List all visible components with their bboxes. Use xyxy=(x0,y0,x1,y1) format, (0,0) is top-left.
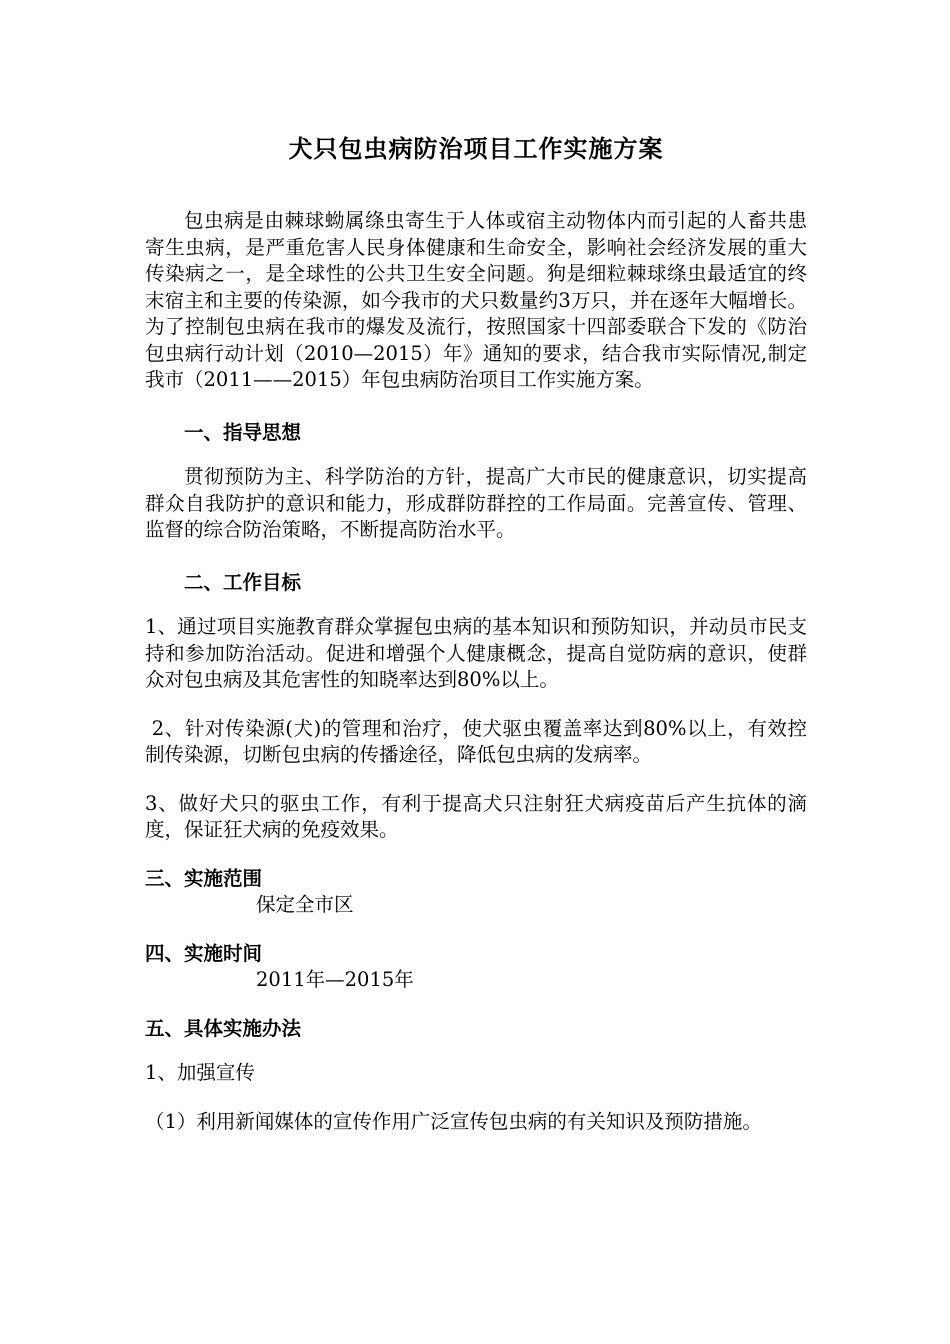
methods-subheading-publicity: 1、加强宣传 xyxy=(145,1061,255,1084)
scope-text: 保定全市区 xyxy=(256,893,354,916)
intro-paragraph: 包虫病是由棘球蚴属绦虫寄生于人体或宿主动物体内而引起的人畜共患寄生虫病，是严重危害人民身体健康和生命安全，影响社会经济发展的重大传染病之一，是全球性的公共卫生安全问题。狗是细粒棘球绦虫最适宜的终末宿主和主要的传染源，如今我市的犬只数量约3万只，并在逐年大幅增长。为了控制包虫病在我市的爆发及流行，按照国家十四部委联合下发的《防治包虫病行动计划（2010—2015）年》通知的要求，结合我市实际情况,制定我市（2011——2015）年包虫病防治项目工作实施方案。 xyxy=(145,209,807,391)
document-content xyxy=(145,132,807,1135)
timeframe-text: 2011年—2015年 xyxy=(256,968,414,991)
section-heading-timeframe: 四、实施时间 xyxy=(145,941,263,965)
section-heading-scope: 三、实施范围 xyxy=(145,866,263,890)
document-title: 犬只包虫病防治项目工作实施方案 xyxy=(288,135,664,163)
section-heading-guiding-ideology: 一、指导思想 xyxy=(184,420,302,444)
guiding-ideology-paragraph: 贯彻预防为主、科学防治的方针，提高广大市民的健康意识，切实提高群众自我防护的意识和能力，形成群防群控的工作局面。完善宣传、管理、监督的综合防治策略，不断提高防治水平。 xyxy=(145,465,807,541)
work-goal-item-1: 1、通过项目实施教育群众掌握包虫病的基本知识和预防知识，并动员市民支持和参加防治活动。促进和增强个人健康概念，提高自觉防病的意识，使群众对包虫病及其危害性的知晓率达到80%以上。 xyxy=(145,615,807,691)
section-heading-work-goals: 二、工作目标 xyxy=(184,570,302,594)
methods-item-1: （1）利用新闻媒体的宣传作用广泛宣传包虫病的有关知识及预防措施。 xyxy=(145,1109,762,1133)
work-goal-item-3: 3、做好犬只的驱虫工作，有利于提高犬只注射狂犬病疫苗后产生抗体的滴度，保证狂犬病的免疫效果。 xyxy=(145,791,807,841)
section-heading-methods: 五、具体实施办法 xyxy=(145,1016,302,1040)
work-goal-item-2: 2、针对传染源(犬)的管理和治疗，使犬驱虫覆盖率达到80%以上，有效控制传染源，切断包虫病的传播途径，降低包虫病的发病率。 xyxy=(145,716,808,766)
